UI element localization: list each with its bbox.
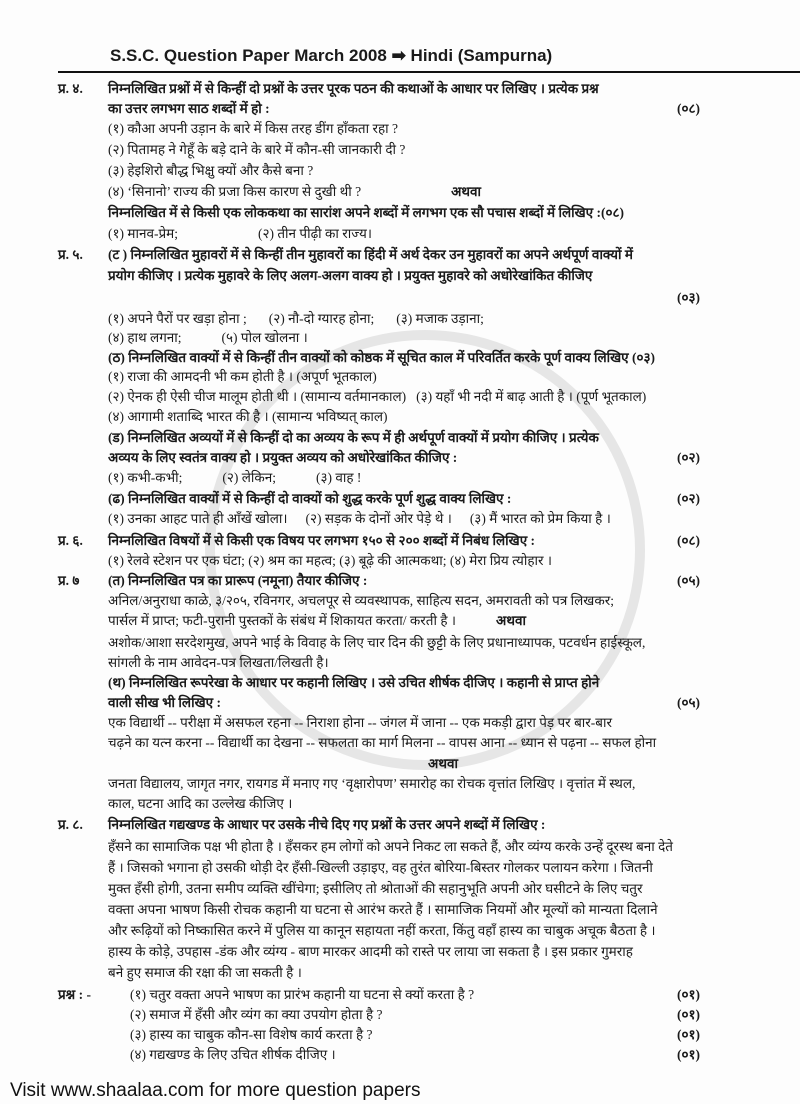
q6-number: प्र. ६. xyxy=(58,533,83,548)
q7-t-marks: (०५) xyxy=(676,573,700,588)
q5-line xyxy=(58,429,700,447)
q5-line xyxy=(58,329,700,347)
q7-th-marks: (०५) xyxy=(676,695,700,710)
paper-title: S.S.C. Question Paper March 2008 xyxy=(110,46,387,65)
q7-line xyxy=(58,674,700,692)
q7-or: अथवा xyxy=(428,756,458,771)
q7-line xyxy=(58,612,700,630)
q7-line xyxy=(58,592,700,610)
header-rule xyxy=(58,71,800,73)
q7-outline-cont: चढ़ने का यत्न करना -- विद्यार्थी का देखना -- सफलता का मार्ग मिलना -- वापस आना -- ध्यान से पढ़ना -- सफल होना xyxy=(108,735,657,750)
q7-letter-option-2-cont: सांगली के नाम आवेदन-पत्र लिखता/लिखती है। xyxy=(108,655,329,670)
paper-subject: Hindi (Sampurna) xyxy=(410,46,553,65)
q8-passage-line: वक्ता अपना भाषण किसी रोचक कहानी या घटना से आरंभ करते हैं । सामाजिक नियमों और मूल्यों को मान्यता दिलाने xyxy=(108,902,658,917)
q4-line xyxy=(58,204,700,222)
q6-line xyxy=(58,552,700,570)
q5-line xyxy=(58,510,700,528)
q8-instruction: निम्नलिखित गद्यखण्ड के आधार पर उसके नीचे दिए गए प्रश्नों के उत्तर अपने शब्दों में लिखिए : xyxy=(108,817,546,832)
q7-letter-option-1-cont: पार्सल में प्राप्त; फटी-पुरानी पुस्तकों के संबंध में शिकायत करता/ करती है । xyxy=(108,613,456,628)
arrow-icon: ➡ xyxy=(391,46,406,65)
q8-questions-label: प्रश्न : - xyxy=(58,987,91,1002)
q7-line xyxy=(58,654,700,672)
q4-item: (१) कौआ अपनी उड़ान के बारे में किस तरह डींग हाँकता रहा ? xyxy=(108,121,399,136)
q8-line xyxy=(58,816,700,834)
q4-line xyxy=(58,141,700,159)
q7-letter-option-2: अशोक/आशा सरदेशमुख, अपने भाई के विवाह के लिए चार दिन की छुट्टी के लिए प्रधानाध्यापक, पटवर्धन हाईस्कूल, xyxy=(108,635,646,650)
q5-t-instruction: (ट ) निम्नलिखित मुहावरों में से किन्हीं तीन मुहावरों का हिंदी में अर्थ देकर उन मुहावरों का अपने अर्थपूर्ण वाक्यों में xyxy=(108,247,633,262)
q4-alt-item: (१) मानव-प्रेम; xyxy=(108,226,178,241)
q7-outline: एक विद्यार्थी -- परीक्षा में असफल रहना -- निराशा होना -- जंगल में जाना -- एक मकड़ी द्वारा पेड़ पर बार-बार xyxy=(108,715,613,730)
q8-question: (२) समाज में हँसी और व्यंग का क्या उपयोग होता है ? xyxy=(130,1007,383,1022)
q4-line xyxy=(58,183,700,201)
q5-th-instruction: (ठ) निम्नलिखित वाक्यों में से किन्हीं तीन वाक्यों को कोष्ठक में सूचित काल में परिवर्तित करके पूर्ण वाक्य लिखिए (०३) xyxy=(108,350,656,365)
q4-line xyxy=(58,120,700,138)
q7-report-option: जनता विद्यालय, जागृत नगर, रायगड में मनाए गए ‘वृक्षारोपण’ समारोह का रोचक वृत्तांत लिखिए । वृत्तांत में स्थल, xyxy=(108,776,636,791)
q5-th-item: (४) आगामी शताब्दि भारत की है । (सामान्य भविष्यत् काल) xyxy=(108,409,388,424)
q5-t-item: (४) हाथ लगना; xyxy=(108,330,182,345)
q4-item: (३) हेइशिरो बौद्ध भिक्षु क्यों और कैसे बना ? xyxy=(108,163,314,178)
q5-dh-item: (१) उनका आहट पाते ही आँखें खोला। xyxy=(108,511,288,526)
q4-instruction: निम्नलिखित प्रश्नों में से किन्हीं दो प्रश्नों के उत्तर पूरक पठन की कथाओं के आधार पर लिखिए । प्रत्येक प्रश्न xyxy=(108,81,599,96)
q8-line xyxy=(58,922,700,940)
q6-topics: (१) रेलवे स्टेशन पर एक घंटा; (२) श्रम का महत्व; (३) बूढ़े की आत्मकथा; (४) मेरा प्रिय त्योहार । xyxy=(108,553,553,568)
q8-passage-line: हास्य के कोड़े, उपहास -डंक और व्यंग्य - बाण मारकर आदमी को रास्ते पर लाया जा सकता है । इस प्रकार गुमराह xyxy=(108,944,633,959)
q5-line xyxy=(58,449,700,467)
q8-line xyxy=(58,1026,700,1044)
q5-th-item: (१) राजा की आमदनी भी कम होती है । (अपूर्ण भूतकाल) xyxy=(108,369,377,384)
q5-t-item: (५) पोल खोलना । xyxy=(221,330,308,345)
q8-line xyxy=(58,859,700,877)
q8-line xyxy=(58,1006,700,1024)
q8-passage-line: हँसने का सामाजिक पक्ष भी होता है । हँसकर हम लोगों को अपने निकट ला सकते हैं, और व्यंग्य करके उन्हें दूरस्थ बना देते xyxy=(108,839,674,854)
q5-line xyxy=(58,246,700,264)
q4-line xyxy=(58,100,700,118)
q8-passage-line: मुक्त हँसी होगी, उतना समीप व्यक्ति खींचेगा; इसीलिए तो श्रोताओं की सहानुभूति अपनी ओर घसीटने के लिए चतुर xyxy=(108,881,643,896)
q7-or: अथवा xyxy=(496,613,526,628)
q5-t-instruction-cont: प्रयोग कीजिए । प्रत्येक मुहावरे के लिए अलग-अलग वाक्य हो । प्रयुक्त मुहावरे को अधोरेखांकित कीजिए xyxy=(108,268,593,283)
q5-d-item: (१) कभी-कभी; xyxy=(108,470,183,485)
q8-number: प्र. ८. xyxy=(58,817,83,832)
q5-d-marks: (०२) xyxy=(676,450,700,465)
q8-line xyxy=(58,986,700,1004)
q4-item: (२) पितामह ने गेहूँ के बड़े दाने के बारे में कौन-सी जानकारी दी ? xyxy=(108,142,406,157)
q8-passage-line: हैं । जिसको भगाना हो उसकी थोड़ी देर हँसी-खिल्ली उड़ाइए, वह तुरंत बोरिया-बिस्तर गोलकर पलायन करेगा । जितनी xyxy=(108,860,653,875)
q8-question: (१) चतुर वक्ता अपने भाषण का प्रारंभ कहानी या घटना से क्यों करता है ? xyxy=(130,987,475,1002)
q4-item: (४) ‘सिनानो’ राज्य की प्रजा किस कारण से दुखी थी ? xyxy=(108,184,362,199)
q6-line xyxy=(58,532,700,550)
q5-d-item: (२) लेकिन; xyxy=(222,470,276,485)
q8-question-marks: (०१) xyxy=(676,1047,700,1062)
q5-d-item: (३) वाह ! xyxy=(316,470,362,485)
q8-line xyxy=(58,901,700,919)
q4-line xyxy=(58,80,700,98)
q8-line xyxy=(58,1046,700,1064)
q5-line xyxy=(58,289,700,307)
q7-line xyxy=(58,572,700,590)
q5-line xyxy=(58,469,700,487)
q7-letter-option-1: अनिल/अनुराधा काळे, ३/२०५, रविनगर, अचलपूर से व्यवस्थापक, साहित्य सदन, अमरावती को पत्र लिखकर; xyxy=(108,593,614,608)
q8-question-marks: (०१) xyxy=(676,1027,700,1042)
q4-alt-instruction: निम्नलिखित में से किसी एक लोककथा का सारांश अपने शब्दों में लगभग एक सौ पचास शब्दों में लिखिए :(०८) xyxy=(108,205,625,220)
q5-t-item: (३) मजाक उड़ाना; xyxy=(396,311,484,326)
q5-dh-item: (२) सड़क के दोनों ओर पेड़े थे । xyxy=(305,511,452,526)
q5-t-item: (२) नौ-दो ग्यारह होना; xyxy=(268,311,375,326)
q4-number: प्र. ४. xyxy=(58,81,83,96)
q5-dh-instruction: (ढ) निम्नलिखित वाक्यों में से किन्हीं दो वाक्यों को शुद्ध करके पूर्ण शुद्ध वाक्य लिखिए : xyxy=(108,491,512,506)
q4-marks: (०८) xyxy=(676,101,700,116)
q4-instruction-cont: का उत्तर लगभग साठ शब्दों में हो : xyxy=(108,101,270,116)
q5-line xyxy=(58,310,700,328)
q5-line xyxy=(58,408,700,426)
q4-line xyxy=(58,162,700,180)
q8-line xyxy=(58,943,700,961)
q7-line xyxy=(58,714,700,732)
q7-line xyxy=(58,694,700,712)
q7-line xyxy=(58,634,700,652)
q5-d-instruction: (ड) निम्नलिखित अव्ययों में से किन्हीं दो का अव्यय के रूप में ही अर्थपूर्ण वाक्यों में प्रयोग कीजिए । प्रत्येक xyxy=(108,430,599,445)
q8-passage-line: और रूढ़ियों को निष्कासित करने में पुलिस या कानून सहायता नहीं करता, किंतु वहाँ हास्य का चाबुक अचूक बैठता है । xyxy=(108,923,656,938)
q7-t-instruction: (त) निम्नलिखित पत्र का प्रारूप (नमूना) तैयार कीजिए : xyxy=(108,573,368,588)
q5-th-item: (३) यहाँ भी नदी में बाढ़ आती है । (पूर्ण भूतकाल) xyxy=(416,389,647,404)
q7-line xyxy=(58,755,700,773)
q4-alt-item: (२) तीन पीढ़ी का राज्य। xyxy=(257,226,372,241)
q4-line xyxy=(58,225,700,243)
q7-th-instruction-cont: वाली सीख भी लिखिए : xyxy=(108,695,221,710)
q5-line xyxy=(58,349,700,367)
q5-dh-item: (३) मैं भारत को प्रेम किया है । xyxy=(469,511,611,526)
page-header xyxy=(110,46,552,66)
q5-number: प्र. ५. xyxy=(58,247,83,262)
q5-th-item: (२) ऐनक ही ऐसी चीज मालूम होती थी । (सामान्य वर्तमानकाल) xyxy=(108,389,407,404)
q4-or: अथवा xyxy=(451,184,482,199)
q8-question-marks: (०१) xyxy=(676,987,700,1002)
q7-line xyxy=(58,734,700,752)
q5-line xyxy=(58,368,700,386)
q7-line xyxy=(58,795,700,813)
q5-dh-marks: (०२) xyxy=(676,491,700,506)
q8-question: (४) गद्यखण्ड के लिए उचित शीर्षक दीजिए । xyxy=(130,1047,336,1062)
q8-passage-line: बने हुए समाज की रक्षा की जा सकती है । xyxy=(108,965,302,980)
q5-line xyxy=(58,490,700,508)
q5-d-instruction-cont: अव्यय के लिए स्वतंत्र वाक्य हो । प्रयुक्त अव्यय को अधोरेखांकित कीजिए : xyxy=(108,450,458,465)
q6-instruction: निम्नलिखित विषयों में से किसी एक विषय पर लगभग १५० से २०० शब्दों में निबंध लिखिए : xyxy=(108,533,536,548)
q5-line xyxy=(58,388,700,406)
q5-line xyxy=(58,267,700,285)
q7-line xyxy=(58,775,700,793)
q5-t-item: (१) अपने पैरों पर खड़ा होना ; xyxy=(108,311,247,326)
footer-link[interactable]: Visit www.shaalaa.com for more question papers xyxy=(10,1080,421,1101)
q7-number: प्र. ७ xyxy=(58,573,80,588)
q8-line xyxy=(58,964,700,982)
q8-question: (३) हास्य का चाबुक कौन-सा विशेष कार्य करता है ? xyxy=(130,1027,373,1042)
q5-t-marks: (०३) xyxy=(676,290,700,305)
q8-question-marks: (०१) xyxy=(676,1007,700,1022)
q7-th-instruction: (थ) निम्नलिखित रूपरेखा के आधार पर कहानी लिखिए । उसे उचित शीर्षक दीजिए । कहानी से प्राप्त होने xyxy=(108,675,600,690)
q6-marks: (०८) xyxy=(676,533,700,548)
q7-report-option-cont: काल, घटना आदि का उल्लेख कीजिए । xyxy=(108,796,293,811)
q8-line xyxy=(58,880,700,898)
q8-line xyxy=(58,838,700,856)
